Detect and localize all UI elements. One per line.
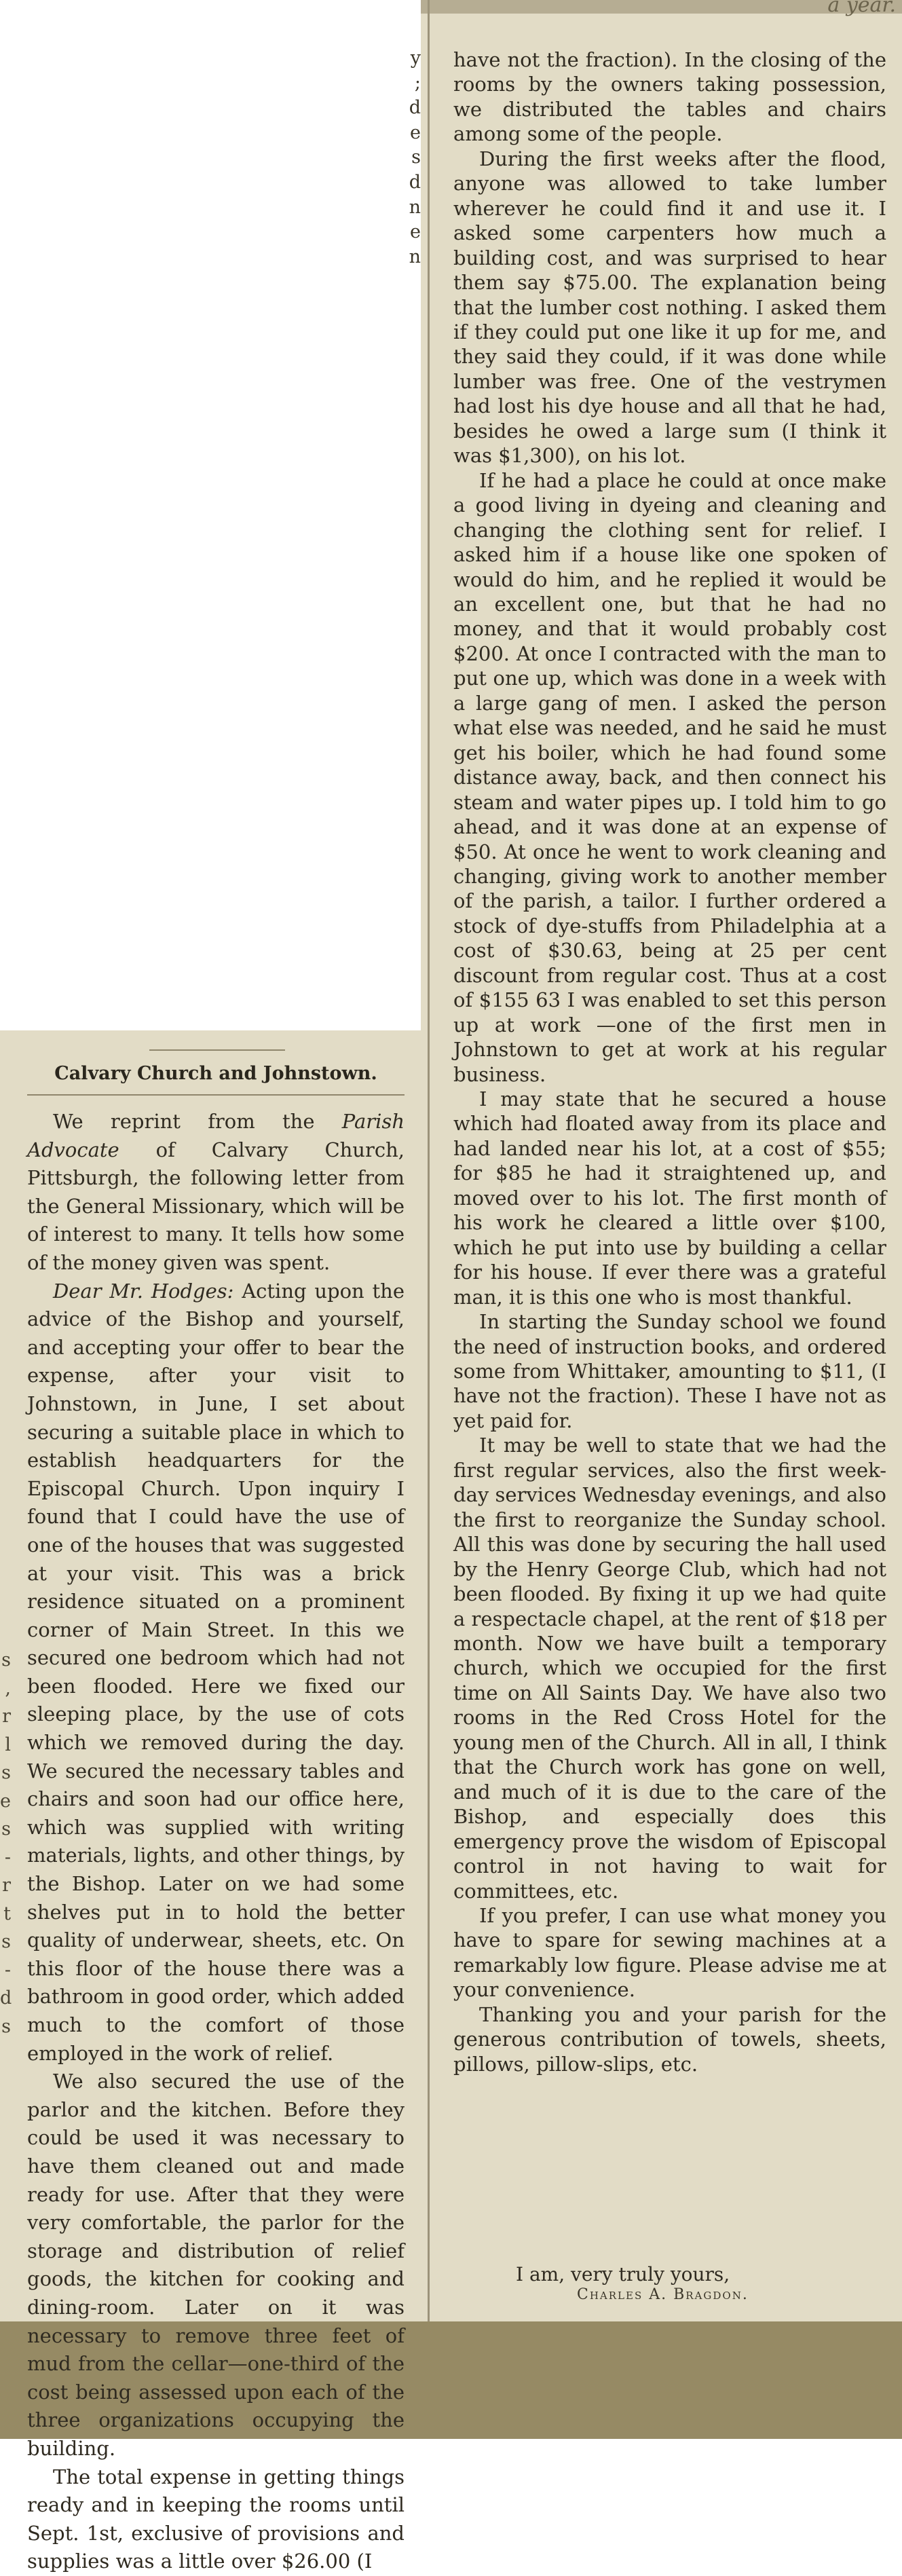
paragraph: Thanking you and your parish for the generous contribution of towels, sheets, pillows, pillow-slips, etc. bbox=[453, 2002, 886, 2076]
left-edge-bottom-fragments bbox=[0, 1646, 11, 2040]
title-rule-top bbox=[149, 1049, 285, 1051]
edge-letter: - bbox=[4, 1846, 11, 1868]
edge-letter: - bbox=[4, 1959, 11, 1981]
edge-letter: n bbox=[409, 196, 421, 218]
edge-letter: ; bbox=[414, 72, 421, 94]
paragraph: I may state that he secured a house which had floated away from its place and had landed near his lot, at a cost of $55; for $85 he had it straightened up, and moved over to his lot. The first month of his work he cleared a little over $100, which he put into use by building a cellar for his house. If ever there was a grateful man, it is this one who is most thankful. bbox=[453, 1087, 886, 1309]
paragraph: It may be well to state that we had the first regular services, also the first week-day services Wednesday evenings, and also the first to reorganize the Sunday school. All this was done by securing the hall used by the Henry George Club, which had not been flooded. By fixing it up we had quite a respectacle chapel, at the rent of $18 per month. Now we have built a temporary church, which we occupied for the first time on All Saints Day. We have also two rooms in the Red Cross Hotel for the young men of the Church. All in all, I think that the Church work has gone on well, and much of it is due to the care of the Bishop, and especially does this emergency prove the wisdom of Episcopal control in not having to wait for committees, etc. bbox=[453, 1434, 886, 1903]
edge-letter: s bbox=[1, 1818, 11, 1840]
letter-paragraph bbox=[27, 1277, 405, 2068]
publication-name: Parish Advocate bbox=[27, 1110, 405, 1161]
edge-letter: t bbox=[3, 1903, 11, 1924]
edge-letter: d bbox=[409, 171, 421, 193]
intro-text-rest: of Calvary Church, Pittsburgh, the following letter from the General Missionary, which will be of interest to many. It tells how some of the money given was spent. bbox=[27, 1138, 405, 1274]
left-edge-top-fragments bbox=[394, 46, 421, 269]
edge-letter: e bbox=[410, 221, 421, 243]
edge-letter: , bbox=[5, 1677, 11, 1699]
edge-letter: s bbox=[1, 2015, 11, 2037]
letter-text: Acting upon the advice of the Bishop and yourself, and accepting your offer to bear the expense, after your visit to Johnstown, in June, I set about securing a suitable place in which to establish headquarters for the Episcopal Church. Upon inquiry I found that I could have the use of one of the houses that was suggested at your visit. This was a brick residence situated on a prominent corner of Main Street. In this we secured one bedroom which had not been flooded. Here we fixed our sleeping place, by the use of cots which we removed during the day. We secured the necessary tables and chairs and soon had our office here, which was supplied with writing materials, lights, and other things, by the Bishop. Later on we had some shelves put in to hold the better quality of underwear, sheets, etc. On this floor of the house there was a bathroom in good order, which added much to the comfort of those employed in the work of relief. bbox=[27, 1279, 405, 2065]
closing-line: I am, very truly yours, bbox=[516, 2263, 730, 2285]
edge-letter: d bbox=[0, 1987, 12, 2009]
paragraph: During the first weeks after the flood, anyone was allowed to take lumber wherever he could find it and use it. I asked some carpenters how much a building cost, and was surprised to hear them say $75.00. The explanation being that the lumber cost nothing. I asked them if they could put one like it up for me, and they said they could, if it was done while lumber was free. One of the vestrymen had lost his dye house and all that he had, besides he owed a large sum (I think it was $1,300), on his lot. bbox=[453, 147, 886, 468]
edge-letter: r bbox=[2, 1875, 11, 1896]
edge-letter: d bbox=[409, 97, 421, 119]
paragraph: If you prefer, I can use what money you have to spare for sewing machines at a remarkably low figure. Please advise me at your convenience. bbox=[453, 1903, 886, 2002]
left-column-text bbox=[27, 1108, 405, 2576]
header-fragment: a year. bbox=[827, 0, 896, 17]
edge-letter: l bbox=[5, 1734, 11, 1755]
signature: Charles A. Bragdon. bbox=[577, 2286, 749, 2303]
right-column-text bbox=[453, 48, 886, 2076]
edge-letter: e bbox=[410, 122, 421, 143]
paragraph: If he had a place he could at once make a good living in dyeing and cleaning and changing the clothing sent for relief. I asked him if a house like one spoken of would do him, and he replied it would be an excellent one, but that he had no money, and that it would probably cost $200. At once I contracted with the man to put one up, which was done in a week with a large gang of men. I asked the person what else was needed, and he said he must get his boiler, which he had found some distance away, back, and then connect his steam and water pipes up. I told him to go ahead, and it was done at an expense of $50. At once he went to work cleaning and changing, giving work to another member of the parish, a tailor. I further ordered a stock of dye-stuffs from Philadelphia at a cost of $30.63, being at 25 per cent discount from regular cost. Thus at a cost of $155 63 I was enabled to set this person up at work —one of the first men in Johnstown to get at work at his regular business. bbox=[453, 468, 886, 1086]
article-title: Calvary Church and Johnstown. bbox=[54, 1063, 377, 1084]
paragraph: have not the fraction). In the closing of the rooms by the owners taking possession, we distributed the tables and chairs among some of the people. bbox=[453, 48, 886, 146]
paragraph: In starting the Sunday school we found the need of instruction books, and ordered some from Whittaker, amounting to $11, (I have not the fraction). These I have not as yet paid for. bbox=[453, 1310, 886, 1432]
edge-letter: s bbox=[1, 1931, 11, 1952]
intro-paragraph bbox=[27, 1108, 405, 1277]
edge-letter: r bbox=[2, 1706, 11, 1727]
edge-letter: s bbox=[411, 147, 421, 168]
salutation: Dear Mr. Hodges: bbox=[53, 1279, 234, 1303]
edge-letter: y bbox=[410, 48, 421, 69]
paragraph: We also secured the use of the parlor and the kitchen. Before they could be used it was necessary to have them cleaned out and made ready for use. After that they were very comfortable, the parlor for the storage and distribution of relief goods, the kitchen for cooking and dining-room. Later on it was necessary to remove three feet of mud from the cellar—one-third of the cost being assessed upon each of the three organizations occupying the building. bbox=[27, 2070, 405, 2460]
edge-letter: n bbox=[409, 246, 421, 267]
paragraph: The total expense in getting things ready and in keeping the rooms until Sept. 1st, exclusive of provisions and supplies was a little over $26.00 (I bbox=[27, 2465, 405, 2573]
edge-letter: s bbox=[1, 1649, 11, 1670]
edge-letter: e bbox=[0, 1790, 11, 1812]
edge-letter: s bbox=[1, 1762, 11, 1783]
title-rule-bottom bbox=[27, 1094, 405, 1096]
intro-text: We reprint from the bbox=[53, 1110, 342, 1133]
column-divider bbox=[428, 0, 430, 2321]
